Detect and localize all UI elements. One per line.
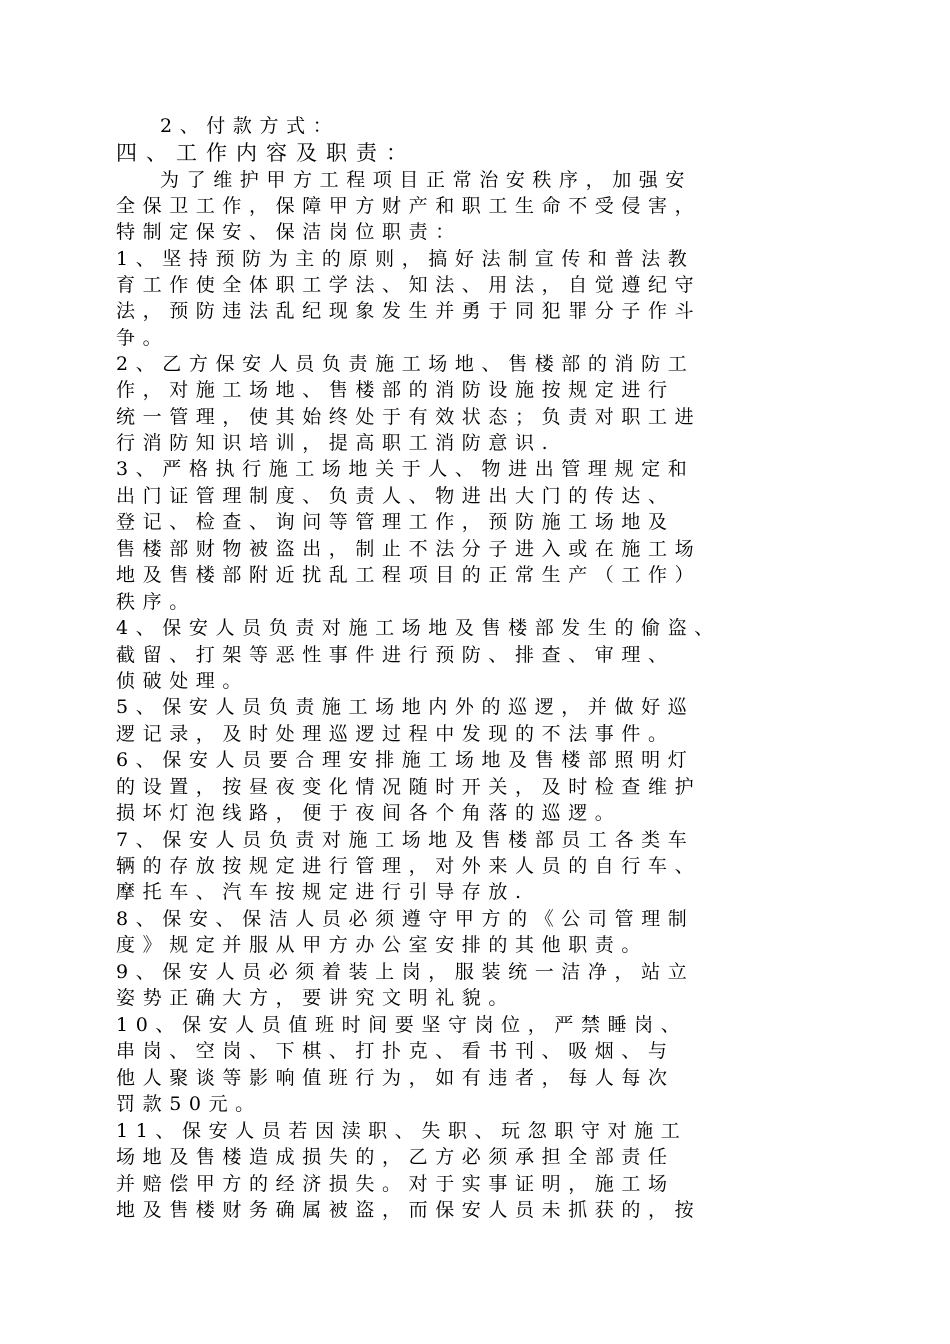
text-line: 侦破处理。 xyxy=(116,670,250,692)
text-line: 争。 xyxy=(116,327,170,349)
text-line: 辆的存放按规定进行管理，对外来人员的自行车、 xyxy=(116,855,702,877)
text-line: 逻记录，及时处理巡逻过程中发现的不法事件。 xyxy=(116,723,675,745)
text-line: 5、保安人员负责施工场地内外的巡逻，并做好巡 xyxy=(116,696,695,718)
text-line: 摩托车、汽车按规定进行引导存放. xyxy=(116,881,529,903)
text-line: 场地及售楼造成损失的，乙方必须承担全部责任 xyxy=(116,1146,675,1168)
text-line: 行消防知识培训，提高职工消防意识. xyxy=(116,432,556,454)
text-line: 11、保安人员若因渎职、失职、玩忽职守对施工 xyxy=(116,1120,688,1142)
text-line: 特制定保安、保洁岗位职责： xyxy=(116,221,462,243)
text-line: 串岗、空岗、下棋、打扑克、看书刊、吸烟、与 xyxy=(116,1040,675,1062)
text-line: 7、保安人员负责对施工场地及售楼部员工各类车 xyxy=(116,829,695,851)
text-line: 截留、打架等恶性事件进行预防、排查、审理、 xyxy=(116,644,675,666)
text-line: 3、严格执行施工场地关于人、物进出管理规定和 xyxy=(116,458,695,480)
text-line: 售楼部财物被盗出，制止不法分子进入或在施工场 xyxy=(116,538,702,560)
text-line: 为了维护甲方工程项目正常治安秩序，加强安 xyxy=(160,169,693,191)
text-line: 育工作使全体职工学法、知法、用法，自觉遵纪守 xyxy=(116,274,702,296)
text-line: 损坏灯泡线路，便于夜间各个角落的巡逻。 xyxy=(116,802,622,824)
text-line: 地及售楼部附近扰乱工程项目的正常生产（工作） xyxy=(116,564,702,586)
text-line: 秩序。 xyxy=(116,591,196,613)
text-line: 地及售楼财务确属被盗，而保安人员未抓获的，按 xyxy=(116,1199,702,1221)
text-line: 10、保安人员值班时间要坚守岗位，严禁睡岗、 xyxy=(116,1014,688,1036)
text-line: 作，对施工场地、售楼部的消防设施按规定进行 xyxy=(116,379,675,401)
section-heading: 四、工作内容及职责： xyxy=(116,141,416,165)
text-line: 1、坚持预防为主的原则，搞好法制宣传和普法教 xyxy=(116,248,695,270)
text-line: 6、保安人员要合理安排施工场地及售楼部照明灯 xyxy=(116,749,695,771)
text-line: 度》规定并服从甲方办公室安排的其他职责。 xyxy=(116,934,649,956)
payment-method-line: 2、付款方式： xyxy=(160,115,340,137)
text-line: 2、乙方保安人员负责施工场地、售楼部的消防工 xyxy=(116,353,695,375)
text-line: 8、保安、保洁人员必须遵守甲方的《公司管理制 xyxy=(116,908,695,930)
text-line: 9、保安人员必须着装上岗，服装统一洁净，站立 xyxy=(116,961,695,983)
text-line: 他人聚谈等影响值班行为，如有违者，每人每次 xyxy=(116,1067,675,1089)
text-line: 姿势正确大方，要讲究文明礼貌。 xyxy=(116,987,516,1009)
text-line: 全保卫工作，保障甲方财产和职工生命不受侵害， xyxy=(116,195,702,217)
text-line: 登记、检查、询问等管理工作，预防施工场地及 xyxy=(116,511,675,533)
text-line: 罚款50元。 xyxy=(116,1093,262,1115)
text-line: 出门证管理制度、负责人、物进出大门的传达、 xyxy=(116,485,675,507)
text-line: 并赔偿甲方的经济损失。对于实事证明，施工场 xyxy=(116,1173,675,1195)
text-line: 4、保安人员负责对施工场地及售楼部发生的偷盗、 xyxy=(116,617,721,639)
text-line: 法，预防违法乱纪现象发生并勇于同犯罪分子作斗 xyxy=(116,300,702,322)
text-line: 统一管理，使其始终处于有效状态；负责对职工进 xyxy=(116,406,702,428)
text-line: 的设置，按昼夜变化情况随时开关，及时检查维护 xyxy=(116,776,702,798)
